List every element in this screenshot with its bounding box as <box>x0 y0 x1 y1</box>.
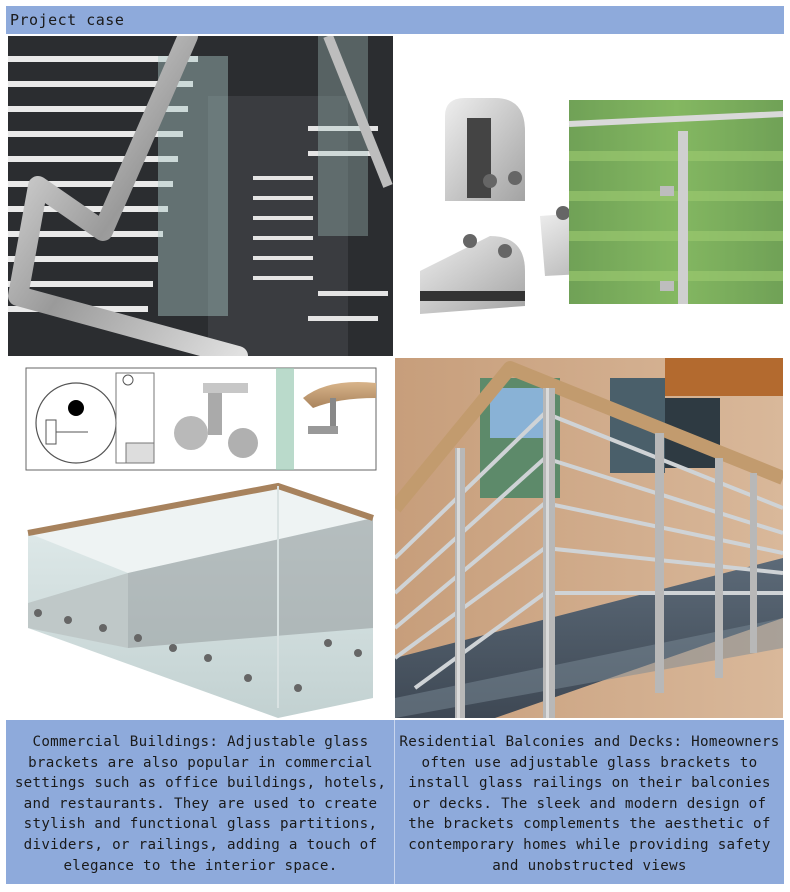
section-header <box>6 6 784 34</box>
glass-clamps-photo <box>395 36 783 356</box>
caption-residential-balconies <box>395 720 784 884</box>
caption-residential-text: Residential Balconies and Decks: Homeowners often use adjustable glass brackets to install glass railings on their balconies or decks. The sleek and modern design of the brackets complements the aesthetic of contemporary homes while providing safety and unobstructed views <box>399 734 780 874</box>
bracket-diagram-and-glass-railing <box>8 358 393 718</box>
caption-commercial-text: Commercial Buildings: Adjustable glass brackets are also popular in commercial settings such as office buildings, hotels, and restaurants. They are used to create stylish and functional glass partitions, dividers, or railings, adding a touch of elegance to the interior space. <box>14 734 387 874</box>
caption-commercial-buildings <box>6 720 395 884</box>
section-title: Project case <box>10 11 125 29</box>
staircase-photo <box>8 36 393 356</box>
balcony-railing-photo <box>395 358 783 718</box>
